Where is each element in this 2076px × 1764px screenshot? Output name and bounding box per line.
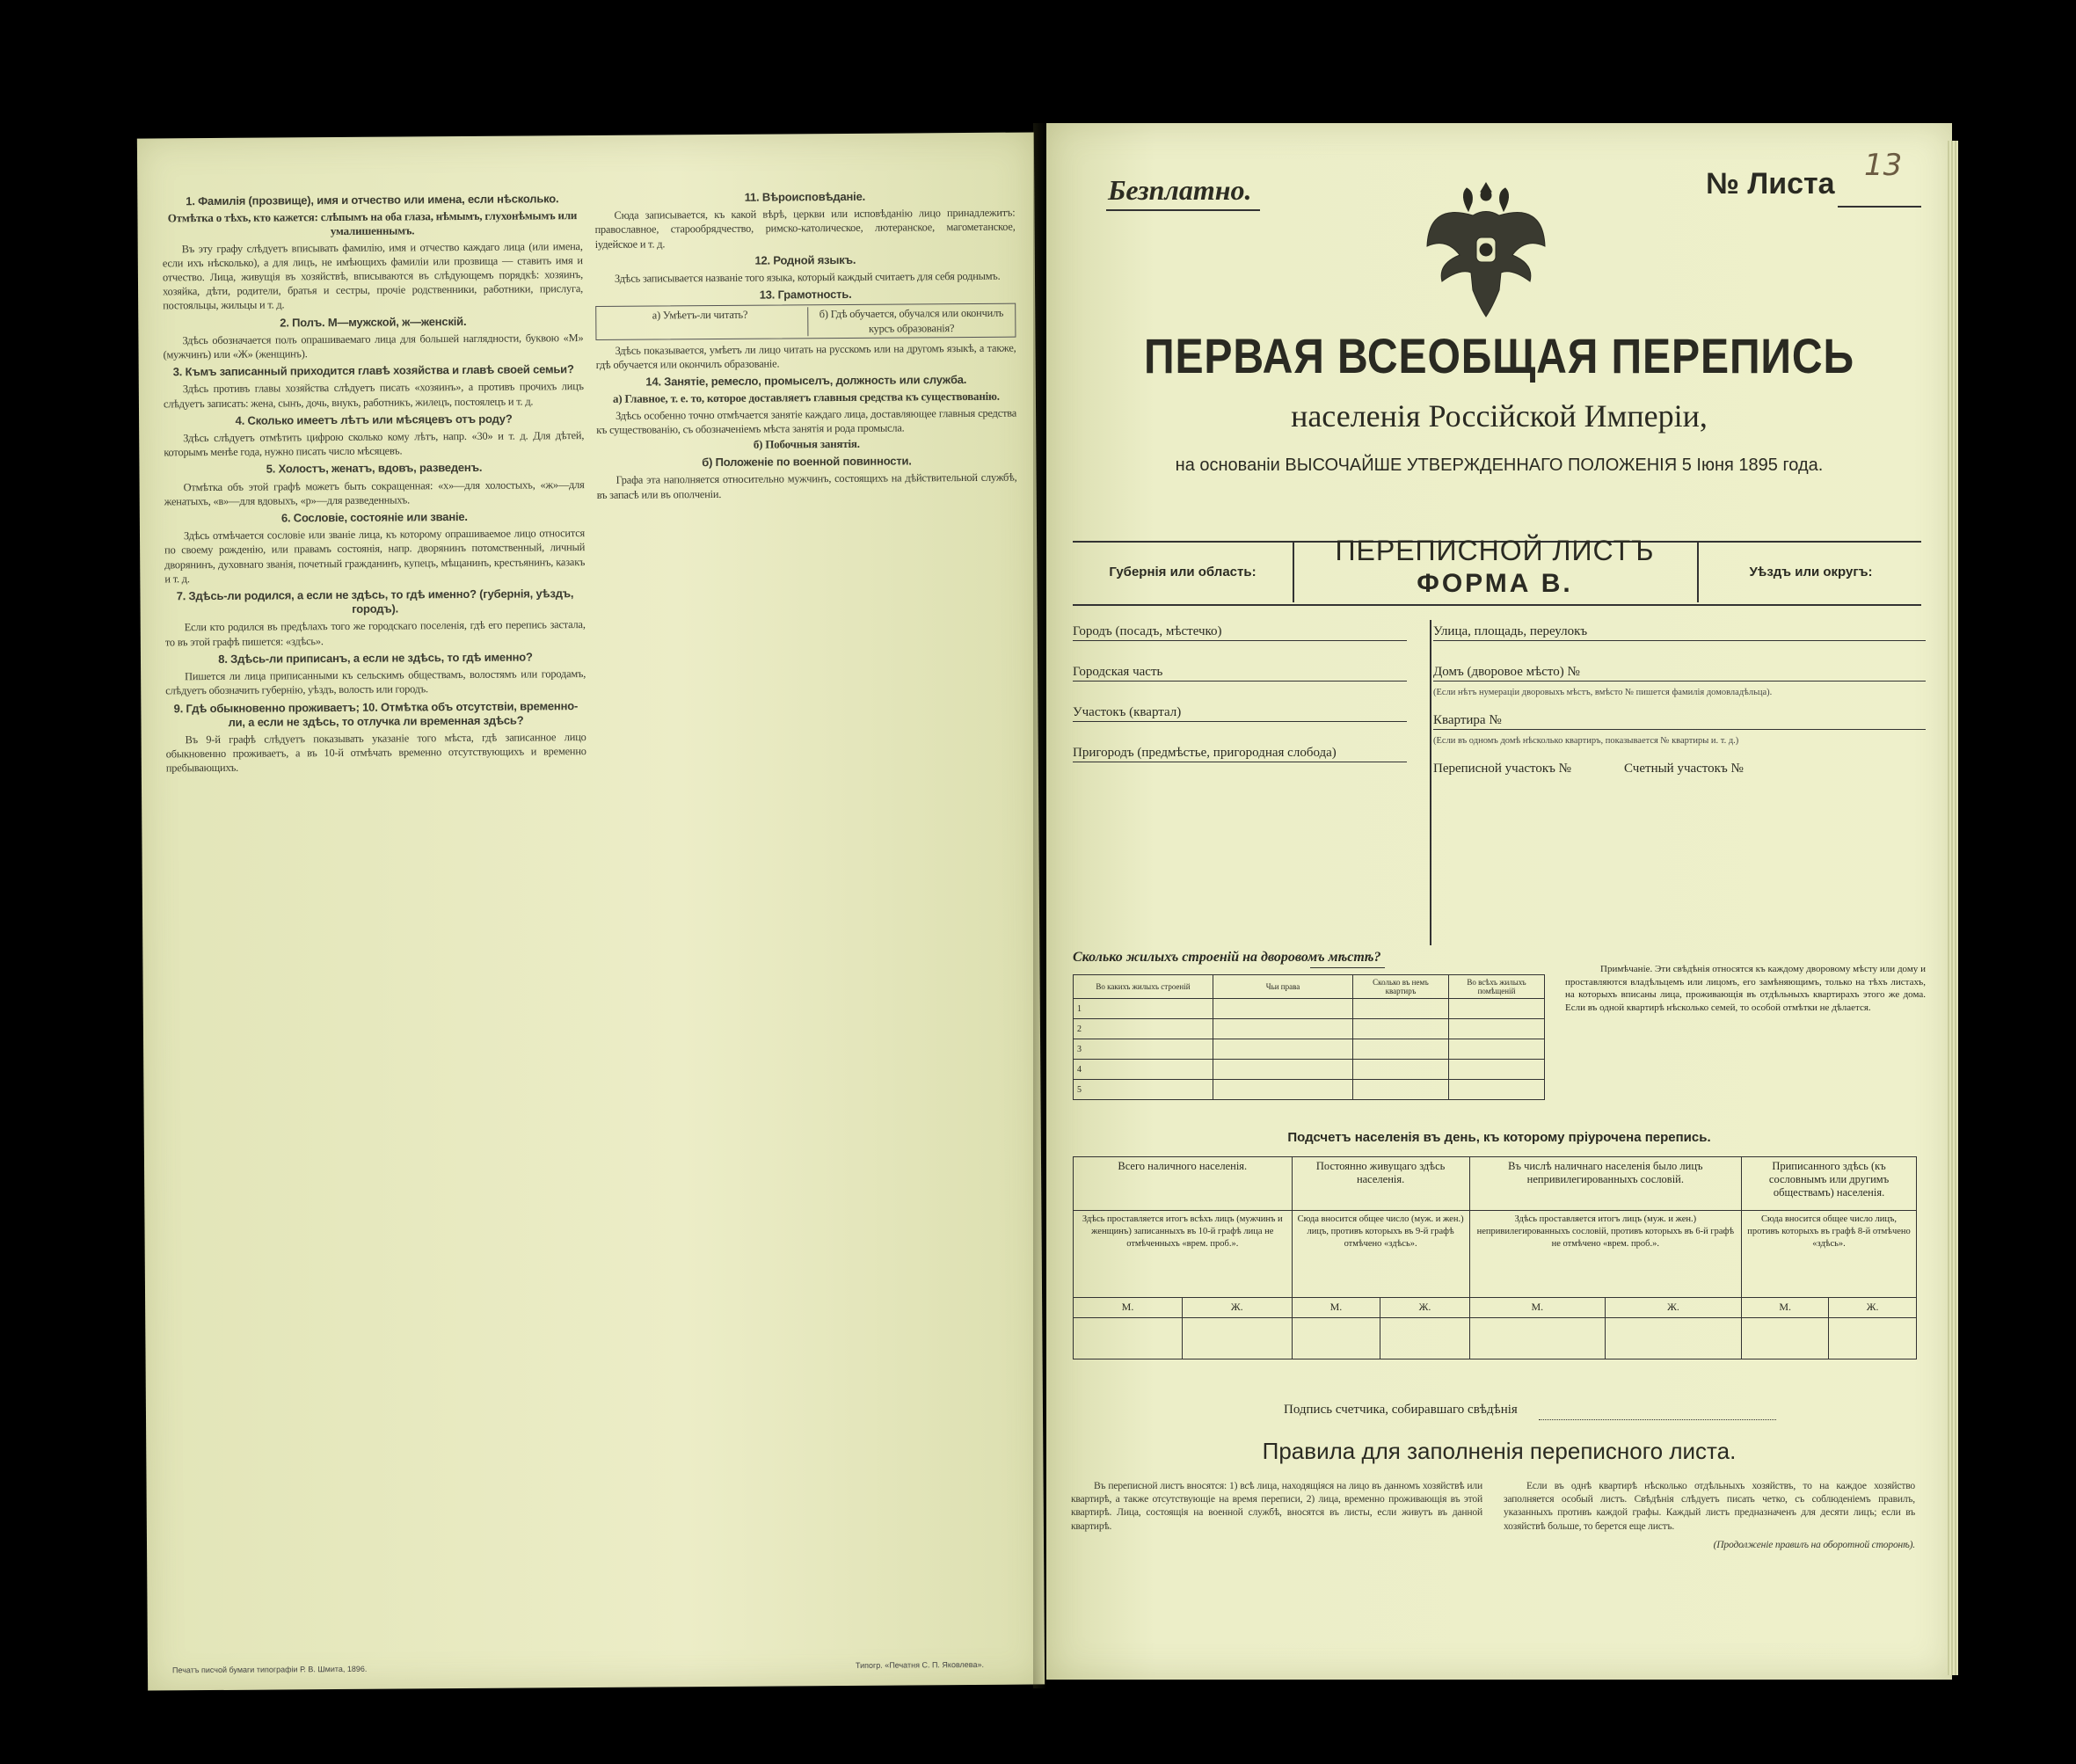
section-14-heading: 14. Занятіе, ремесло, промыселъ, должность или служба. (645, 373, 967, 389)
house-label: Домъ (дворовое мѣсто) № (1433, 665, 1580, 679)
section-4-text: Здѣсь слѣдуетъ отмѣтить цифрою сколько кому лѣтъ, напр. «30» и т. д. Для дѣтей, которымъ менѣе года, нужно писать число мѣсяцевъ. (164, 429, 585, 459)
m-label: М. (1469, 1298, 1605, 1318)
m-label: М. (1742, 1298, 1829, 1318)
section-11-text: Сюда записывается, къ какой вѣрѣ, церкви или исповѣданію лицо принадлежитъ: православное, старообрядчество, римско-католическое, лютеранское, магометанское, іудейское и т. д. (594, 206, 1016, 251)
population-mf-row (1074, 1298, 1917, 1318)
literacy-box (595, 303, 1016, 340)
area-fields (1433, 762, 1926, 779)
section-6-heading: 6. Сословіе, состояніе или званіе. (280, 510, 468, 525)
m-label: М. (1074, 1298, 1183, 1318)
row-number: 3 (1074, 1039, 1213, 1060)
free-label: Безплатно. (1108, 174, 1252, 206)
sheet-title: ПЕРЕПИСНОЙ ЛИСТЪ (1335, 535, 1655, 566)
page-edges (1948, 141, 1958, 1675)
table-row (1074, 1019, 1545, 1039)
pop-desc-registered: Сюда вносится общее число лицъ, противъ которыхъ въ графѣ 8-й отмѣчено «здѣсь». (1742, 1211, 1917, 1298)
yards-answer-line (1310, 967, 1385, 968)
rules-continuation: (Продолженіе правилъ на оборотной сторонѣ). (1713, 1538, 1915, 1550)
address-left (1073, 624, 1407, 786)
section-3-text: Здѣсь противъ главы хозяйства слѣдуетъ писать «хозяинъ», а противъ прочихъ лицъ слѣдуетъ записать: жена, сынъ, дочь, внукъ, работникъ, жилецъ, постоялецъ и т. д. (163, 380, 584, 411)
apartment-label: Квартира № (1433, 713, 1502, 727)
house-field (1433, 665, 1926, 682)
f-label: Ж. (1606, 1298, 1742, 1318)
section-3-heading: 3. Къмъ записанный приходится главѣ хозяйства и главѣ своей семьи? (172, 362, 574, 379)
row-number: 2 (1074, 1019, 1213, 1039)
left-footer-2: Типогр. «Печатня С. П. Яковлева». (855, 1659, 985, 1670)
section-8-text: Пишется ли лица приписанными къ сельскимъ обществамъ, волостямъ или городамъ, слѣдуетъ обозначить губернію, уѣздъ, волость или городъ. (165, 667, 586, 697)
yard-col-1: Во какихъ жилыхъ строеній (1074, 975, 1213, 999)
section-1-text: Въ эту графу слѣдуетъ вписывать фамилію, имя и отчество каждаго лица (или имена, если ихъ нѣсколько), а для лицъ, не имѣющихъ фамиліи или прозвища — ставить имя и отчество. Лица, живущія въ хозяйствѣ, вписываются въ слѣдующемъ порядкѣ: хозяинъ, хозяйка, дѣти, родители, братья и сестры, прочіе родственники, работники, прислуга, постояльцы, жильцы и т. д. (162, 239, 584, 312)
signature-label: Подпись счетчика, собиравшаго свѣдѣнія (1284, 1403, 1518, 1417)
census-sheet-spread (132, 123, 1961, 1688)
yard-col-4: Во всѣхъ жилыхъ помѣщеній (1449, 975, 1545, 999)
city-part-field (1073, 665, 1407, 682)
sheet-number-handwritten: 13 (1864, 148, 1903, 183)
section-9-text: Въ 9-й графѣ слѣдуетъ показывать указаніе того мѣста, гдѣ записанное лицо обыкновенно проживаетъ, а въ 10-й отмѣчать временно отсутствующихъ и временно пребывающихъ. (165, 730, 586, 775)
section-8-heading: 8. Здѣсь-ли приписанъ, а если не здѣсь, то гдѣ именно? (218, 650, 533, 666)
right-page (1046, 123, 1952, 1680)
population-title: Подсчетъ населенія въ день, къ которому пріурочена перепись. (1287, 1130, 1711, 1145)
uezd-label: Уѣздъ или округъ: (1749, 564, 1873, 579)
section-1-heading: 1. Фамилія (прозвище), имя и отчество или имена, если нѣсколько. (186, 192, 559, 208)
pop-header-registered: Приписанного здѣсь (къ сословнымъ или другимъ обществамъ) населенія. (1742, 1157, 1917, 1211)
literacy-a: а) Умѣетъ-ли читать? (652, 309, 748, 322)
city-label: Городъ (посадъ, мѣстечко) (1073, 624, 1222, 638)
apartment-field (1433, 713, 1926, 731)
section-14-text: Здѣсь особенно точно отмѣчается занятіе каждаго лица, доставляющее главныя средства къ существованію, съ обозначеніемъ мѣста занятія и рода промысла. (596, 406, 1017, 436)
section-5-heading: 5. Холостъ, женатъ, вдовъ, разведенъ. (266, 461, 483, 477)
section-12-heading: 12. Родной языкъ. (754, 252, 856, 267)
section-1-subheading: Отмѣтка о тѣхъ, кто кажется: слѣпымъ на оба глаза, нѣмымъ, глухонѣмымъ или умалишеннымъ. (167, 208, 578, 238)
pop-desc-total: Здѣсь проставляется итогъ всѣхъ лицъ (мужчинъ и женщинъ) записанныхъ въ 10-й графѣ лица не отмѣченныхъ «врем. проб.». (1074, 1211, 1293, 1298)
section-11-heading: 11. Вѣроисповѣданіе. (744, 189, 866, 204)
suburb-label: Пригородъ (предмѣстье, пригородная слобода) (1073, 746, 1337, 760)
section-15-heading: б) Положеніе по военной повинности. (702, 454, 912, 470)
sheet-number-label: № Листа (1706, 167, 1835, 200)
pop-header-total: Всего наличного населенія. (1074, 1157, 1293, 1211)
street-label: Улица, площадь, переулокъ (1433, 624, 1588, 638)
section-13-text: Здѣсь показывается, умѣетъ ли лицо читать на русскомъ или на другомъ языкѣ, а также, гдѣ обучается или окончилъ образованіе. (595, 341, 1016, 371)
yards-question: Сколько жилыхъ строеній на дворовомъ мѣстѣ? (1073, 950, 1381, 965)
left-column-1 (162, 188, 586, 777)
section-6-text: Здѣсь отмѣчается сословіе или званіе лица, къ которому опрашиваемое лицо относится по своему рожденію, или правамъ состоянія, напр. дворянинъ потомственный, личный дворянинъ, духовнаго званія, почетный гражданинъ, купецъ, мѣщанинъ, крестьянинъ, казакъ и т. д. (164, 527, 586, 586)
suburb-field (1073, 746, 1407, 763)
section-9-heading: 9. Гдѣ обыкновенно проживаетъ; 10. Отмѣтка объ отсутствіи, временно-ли, а если не здѣсь, то отлучка ли временная здѣсь? (173, 698, 579, 729)
left-footer-1: Печатъ писчой бумаги типографіи Р. В. Шмита, 1896. (171, 1664, 368, 1675)
address-right (1433, 624, 1926, 802)
section-7-text: Если кто родился въ предѣлахъ того же городскаго поселенія, гдѣ его перепись застала, то въ этой графѣ пишется: «здѣсь». (164, 618, 586, 649)
f-label: Ж. (1380, 1298, 1469, 1318)
house-note: (Если нѣтъ нумераціи дворовыхъ мѣстъ, вмѣсто № пишется фамилія домовладѣльца). (1433, 688, 1773, 697)
gubernia-label: Губернія или область: (1109, 564, 1257, 579)
census-area-label: Переписной участокъ № (1433, 762, 1571, 776)
sheet-number-line (1838, 206, 1921, 208)
form-title-block (1294, 535, 1695, 599)
population-values-row (1074, 1318, 1917, 1359)
section-14-subheading: а) Главное, т. е. то, которое доставляетъ главныя средства къ существованію. (612, 390, 1000, 406)
section-2-text: Здѣсь обозначается полъ опрашиваемаго лица для большей наглядности, буквою «М» (мужчинъ) или «Ж» (женщинъ). (163, 331, 584, 361)
pop-header-permanent: Постоянно живущаго здѣсь населенія. (1292, 1157, 1469, 1211)
section-5-text: Отмѣтка объ этой графѣ можетъ быть сокращенная: «х»—для холостыхъ, «ж»—для женатыхъ, «в»—для вдовыхъ, «р»—для разведенныхъ. (164, 477, 585, 508)
legal-basis: на основаніи ВЫСОЧАЙШЕ УТВЕРЖДЕННАГО ПОЛОЖЕНІЯ 5 Іюня 1895 года. (1175, 456, 1824, 475)
city-part-label: Городская часть (1073, 665, 1163, 679)
table-row (1074, 1039, 1545, 1060)
section-4-heading: 4. Сколько имеетъ лѣтъ или мѣсяцевъ отъ роду? (235, 412, 513, 427)
street-field (1433, 624, 1926, 642)
yards-note: Примѣчаніе. Эти свѣдѣнія относятся къ каждому дворовому мѣсту или дому и проставляются владѣльцемъ или лицомъ, его замѣняющимъ, только на тѣхъ листахъ, на которыхъ вписаны лица, проживающія въ отдѣльныхъ квартирахъ этого же дома. Если въ одной квартирѣ нѣсколько семей, то особой отмѣтки не дѣлается. (1565, 964, 1926, 1013)
signature-line (1539, 1419, 1776, 1420)
section-12-text: Здѣсь записывается названіе того языка, который каждый считаетъ для себя роднымъ. (614, 269, 1001, 285)
row-number: 5 (1074, 1080, 1213, 1100)
main-title: ПЕРВАЯ ВСЕОБЩАЯ ПЕРЕПИСЬ (1143, 328, 1855, 383)
yard-table (1073, 974, 1545, 1100)
double-headed-eagle-icon (1420, 176, 1552, 325)
pop-desc-permanent: Сюда вносится общее число (муж. и жен.) лицъ, противъ которыхъ въ 9-й графѣ отмѣчено «здѣсь». (1292, 1211, 1469, 1298)
district-field (1073, 705, 1407, 723)
f-label: Ж. (1829, 1298, 1917, 1318)
population-header-row (1074, 1157, 1917, 1211)
rules-column-1: Въ переписной листъ вносятся: 1) всѣ лица, находящіяся на лицо въ данномъ хозяйствѣ или квартирѣ, а также отсутствующіе на время переписи, 2) лица, временно проживающія въ этой квартирѣ. Лица, состоящія на военной службѣ, вносятся въ листы, если живутъ въ данной квартирѣ. (1071, 1480, 1482, 1532)
form-label: ФОРМА В. (1417, 569, 1573, 598)
section-7-heading: 7. Здѣсь-ли родился, а если не здѣсь, то гдѣ именно? (губернія, уѣздъ, городъ). (176, 587, 574, 616)
table-row (1074, 1060, 1545, 1080)
section-15-text: Графа эта наполняется относительно мужчинъ, состоящихъ на дѣйствительной службѣ, въ запасѣ или въ ополченіи. (596, 471, 1017, 501)
left-page (137, 132, 1045, 1690)
population-desc-row (1074, 1211, 1917, 1298)
row-number: 1 (1074, 999, 1213, 1019)
m-label: М. (1292, 1298, 1380, 1318)
rules-title: Правила для заполненія переписного листа. (1262, 1438, 1737, 1464)
yard-col-3: Сколько въ немъ квартиръ (1353, 975, 1449, 999)
literacy-b: б) Гдѣ обучается, обучался или окончилъ курсъ образованія? (807, 306, 1012, 336)
f-label: Ж. (1183, 1298, 1293, 1318)
section-14b-subheading: б) Побочныя занятія. (753, 436, 860, 451)
district-label: Участокъ (квартал) (1073, 705, 1182, 719)
table-row (1074, 1080, 1545, 1100)
subtitle: населенія Россійской Имперіи, (1291, 398, 1708, 434)
free-underline (1106, 209, 1260, 211)
apartment-note: (Если въ одномъ домѣ нѣсколько квартиръ, показывается № квартиры и. т. д.) (1433, 736, 1739, 746)
population-table (1073, 1156, 1917, 1359)
row-number: 4 (1074, 1060, 1213, 1080)
table-row (1074, 999, 1545, 1019)
gubernia-field (1073, 541, 1294, 602)
count-area-label: Счетный участокъ № (1624, 762, 1744, 776)
left-column-2 (594, 186, 1016, 504)
pop-desc-nonprivileged: Здѣсь проставляется итогъ лицъ (муж. и жен.) непривилегированныхъ сословій, противъ которыхъ въ 6-й графѣ не отмѣчено «врем. проб.». (1469, 1211, 1741, 1298)
rules-column-2 (1504, 1479, 1915, 1551)
pop-header-nonprivileged: Въ числѣ наличнаго населенія было лицъ непривилегированныхъ сословій. (1469, 1157, 1741, 1211)
section-2-heading: 2. Полъ. М—мужской, ж—женскій. (280, 314, 467, 330)
yard-col-2: Чьи права (1213, 975, 1353, 999)
rules-column-2-text: Если въ однѣ квартирѣ нѣсколько отдѣльныхъ хозяйствъ, то на каждое хозяйство заполняется особый листъ. Свѣдѣнія слѣдуетъ писать четко, съ соблюденіемъ правилъ, указанныхъ противъ каждой графы. Каждый листъ предназначенъ для десяти лицъ; если въ хозяйствѣ больше, то берется еще листъ. (1504, 1480, 1915, 1532)
city-field (1073, 624, 1407, 642)
yard-table-header (1074, 975, 1545, 999)
section-13-heading: 13. Грамотность. (759, 288, 852, 302)
uezd-field (1697, 541, 1923, 602)
address-divider (1430, 620, 1431, 945)
